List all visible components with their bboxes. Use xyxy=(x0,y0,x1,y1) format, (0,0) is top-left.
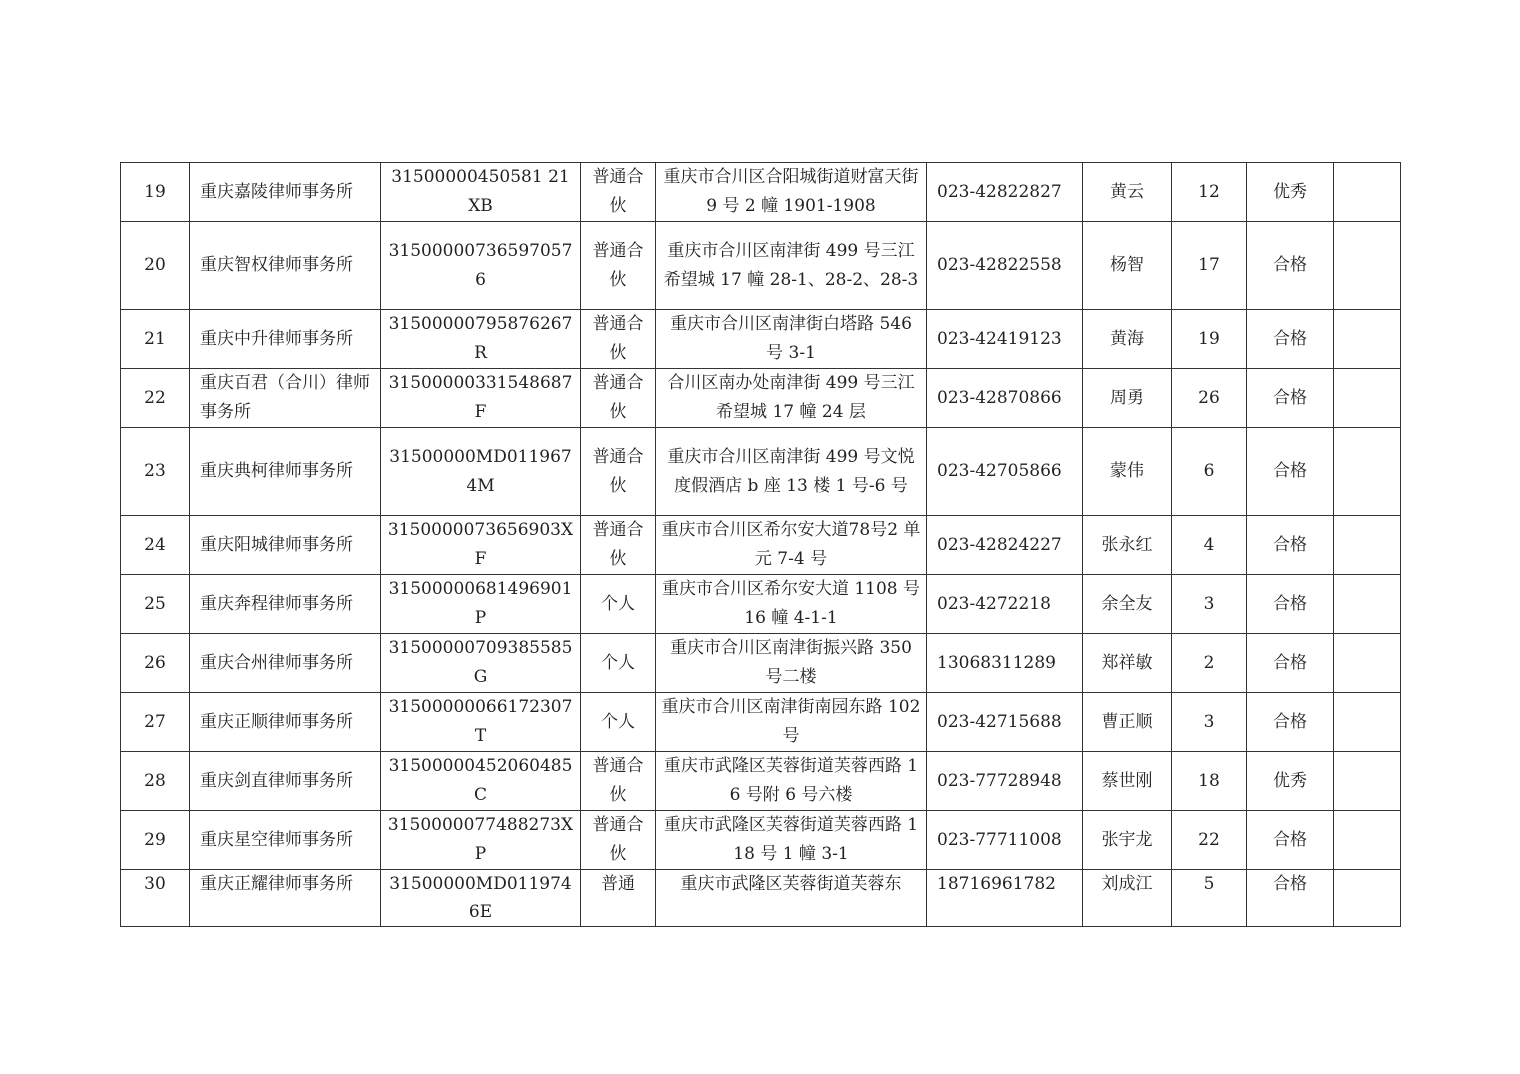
remark-cell xyxy=(1334,693,1401,752)
table-row xyxy=(121,310,1401,369)
firm-name-cell: 重庆奔程律师事务所 xyxy=(190,575,381,634)
row-number-cell: 28 xyxy=(121,752,190,811)
person-in-charge-cell: 张永红 xyxy=(1083,516,1172,575)
table-row xyxy=(121,634,1401,693)
phone-cell: 18716961782 xyxy=(927,870,1083,927)
phone-cell: 023-42419123 xyxy=(927,310,1083,369)
phone-cell: 023-42715688 xyxy=(927,693,1083,752)
organization-type-cell: 普通合伙 xyxy=(581,428,656,516)
organization-type-cell: 普通合伙 xyxy=(581,369,656,428)
assessment-rating-cell: 优秀 xyxy=(1247,163,1334,222)
phone-cell: 023-42824227 xyxy=(927,516,1083,575)
person-in-charge-cell: 蒙伟 xyxy=(1083,428,1172,516)
phone-cell: 023-77728948 xyxy=(927,752,1083,811)
assessment-rating-cell: 合格 xyxy=(1247,575,1334,634)
assessment-rating-cell: 合格 xyxy=(1247,310,1334,369)
row-number-cell: 23 xyxy=(121,428,190,516)
address-cell: 重庆市合川区南津街振兴路 350 号二楼 xyxy=(656,634,927,693)
firm-name-cell: 重庆正顺律师事务所 xyxy=(190,693,381,752)
table-row xyxy=(121,575,1401,634)
phone-cell: 023-77711008 xyxy=(927,811,1083,870)
firm-name-cell: 重庆阳城律师事务所 xyxy=(190,516,381,575)
lawyer-count-cell: 2 xyxy=(1172,634,1247,693)
credit-code-cell: 31500000452060485C xyxy=(381,752,581,811)
firm-name-cell: 重庆合州律师事务所 xyxy=(190,634,381,693)
table-row xyxy=(121,222,1401,310)
phone-cell: 023-42822827 xyxy=(927,163,1083,222)
person-in-charge-cell: 黄海 xyxy=(1083,310,1172,369)
remark-cell xyxy=(1334,369,1401,428)
remark-cell xyxy=(1334,516,1401,575)
remark-cell xyxy=(1334,811,1401,870)
credit-code-cell: 31500000331548687F xyxy=(381,369,581,428)
lawyer-count-cell: 19 xyxy=(1172,310,1247,369)
firm-name-cell: 重庆剑直律师事务所 xyxy=(190,752,381,811)
lawyer-count-cell: 18 xyxy=(1172,752,1247,811)
address-cell: 重庆市合川区希尔安大道 1108 号 16 幢 4-1-1 xyxy=(656,575,927,634)
firm-name-cell: 重庆嘉陵律师事务所 xyxy=(190,163,381,222)
assessment-rating-cell: 合格 xyxy=(1247,693,1334,752)
table-row xyxy=(121,516,1401,575)
remark-cell xyxy=(1334,752,1401,811)
table-row xyxy=(121,163,1401,222)
row-number-cell: 30 xyxy=(121,870,190,927)
credit-code-cell: 3150000073656903XF xyxy=(381,516,581,575)
law-firm-table xyxy=(120,162,1401,927)
credit-code-cell: 31500000MD0119674M xyxy=(381,428,581,516)
address-cell: 重庆市合川区南津街 499 号三江希望城 17 幢 28-1、28-2、28-3 xyxy=(656,222,927,310)
row-number-cell: 27 xyxy=(121,693,190,752)
phone-cell: 023-4272218 xyxy=(927,575,1083,634)
table-row xyxy=(121,428,1401,516)
address-cell: 重庆市合川区南津街 499 号文悦度假酒店 b 座 13 楼 1 号-6 号 xyxy=(656,428,927,516)
row-number-cell: 22 xyxy=(121,369,190,428)
phone-cell: 023-42870866 xyxy=(927,369,1083,428)
remark-cell xyxy=(1334,575,1401,634)
row-number-cell: 20 xyxy=(121,222,190,310)
credit-code-cell: 31500000450581 21XB xyxy=(381,163,581,222)
address-cell: 重庆市合川区南津街白塔路 546 号 3-1 xyxy=(656,310,927,369)
address-cell: 重庆市合川区希尔安大道78号2 单元 7-4 号 xyxy=(656,516,927,575)
lawyer-count-cell: 3 xyxy=(1172,575,1247,634)
assessment-rating-cell: 合格 xyxy=(1247,222,1334,310)
lawyer-count-cell: 12 xyxy=(1172,163,1247,222)
assessment-rating-cell: 优秀 xyxy=(1247,752,1334,811)
person-in-charge-cell: 杨智 xyxy=(1083,222,1172,310)
organization-type-cell: 普通合伙 xyxy=(581,752,656,811)
firm-name-cell: 重庆百君（合川）律师事务所 xyxy=(190,369,381,428)
row-number-cell: 24 xyxy=(121,516,190,575)
lawyer-count-cell: 5 xyxy=(1172,870,1247,927)
organization-type-cell: 普通合伙 xyxy=(581,163,656,222)
assessment-rating-cell: 合格 xyxy=(1247,516,1334,575)
lawyer-count-cell: 4 xyxy=(1172,516,1247,575)
firm-name-cell: 重庆智权律师事务所 xyxy=(190,222,381,310)
person-in-charge-cell: 蔡世刚 xyxy=(1083,752,1172,811)
lawyer-count-cell: 17 xyxy=(1172,222,1247,310)
credit-code-cell: 31500000709385585G xyxy=(381,634,581,693)
person-in-charge-cell: 刘成江 xyxy=(1083,870,1172,927)
organization-type-cell: 普通合伙 xyxy=(581,811,656,870)
organization-type-cell: 普通 xyxy=(581,870,656,927)
credit-code-cell: 31500000795876267R xyxy=(381,310,581,369)
assessment-rating-cell: 合格 xyxy=(1247,428,1334,516)
address-cell: 重庆市合川区合阳城街道财富天街 9 号 2 幢 1901-1908 xyxy=(656,163,927,222)
phone-cell: 023-42822558 xyxy=(927,222,1083,310)
phone-cell: 13068311289 xyxy=(927,634,1083,693)
credit-code-cell: 3150000077488273XP xyxy=(381,811,581,870)
assessment-rating-cell: 合格 xyxy=(1247,369,1334,428)
table-row xyxy=(121,752,1401,811)
organization-type-cell: 普通合伙 xyxy=(581,310,656,369)
lawyer-count-cell: 26 xyxy=(1172,369,1247,428)
row-number-cell: 21 xyxy=(121,310,190,369)
table-row xyxy=(121,870,1401,927)
row-number-cell: 19 xyxy=(121,163,190,222)
person-in-charge-cell: 郑祥敏 xyxy=(1083,634,1172,693)
phone-cell: 023-42705866 xyxy=(927,428,1083,516)
firm-name-cell: 重庆典柯律师事务所 xyxy=(190,428,381,516)
organization-type-cell: 普通合伙 xyxy=(581,222,656,310)
remark-cell xyxy=(1334,310,1401,369)
row-number-cell: 25 xyxy=(121,575,190,634)
assessment-rating-cell: 合格 xyxy=(1247,870,1334,927)
firm-name-cell: 重庆星空律师事务所 xyxy=(190,811,381,870)
organization-type-cell: 个人 xyxy=(581,634,656,693)
assessment-rating-cell: 合格 xyxy=(1247,634,1334,693)
address-cell: 重庆市武隆区芙蓉街道芙蓉西路 16 号附 6 号六楼 xyxy=(656,752,927,811)
table-row xyxy=(121,369,1401,428)
firm-name-cell: 重庆正耀律师事务所 xyxy=(190,870,381,927)
person-in-charge-cell: 周勇 xyxy=(1083,369,1172,428)
credit-code-cell: 31500000066172307T xyxy=(381,693,581,752)
row-number-cell: 29 xyxy=(121,811,190,870)
row-number-cell: 26 xyxy=(121,634,190,693)
person-in-charge-cell: 余全友 xyxy=(1083,575,1172,634)
remark-cell xyxy=(1334,163,1401,222)
remark-cell xyxy=(1334,428,1401,516)
address-cell: 重庆市武隆区芙蓉街道芙蓉东 xyxy=(656,870,927,927)
address-cell: 合川区南办处南津街 499 号三江希望城 17 幢 24 层 xyxy=(656,369,927,428)
lawyer-count-cell: 6 xyxy=(1172,428,1247,516)
address-cell: 重庆市合川区南津街南园东路 102 号 xyxy=(656,693,927,752)
credit-code-cell: 315000007365970576 xyxy=(381,222,581,310)
credit-code-cell: 31500000MD0119746E xyxy=(381,870,581,927)
organization-type-cell: 个人 xyxy=(581,693,656,752)
remark-cell xyxy=(1334,634,1401,693)
remark-cell xyxy=(1334,222,1401,310)
assessment-rating-cell: 合格 xyxy=(1247,811,1334,870)
lawyer-count-cell: 22 xyxy=(1172,811,1247,870)
credit-code-cell: 31500000681496901P xyxy=(381,575,581,634)
person-in-charge-cell: 黄云 xyxy=(1083,163,1172,222)
organization-type-cell: 个人 xyxy=(581,575,656,634)
lawyer-count-cell: 3 xyxy=(1172,693,1247,752)
address-cell: 重庆市武隆区芙蓉街道芙蓉西路 118 号 1 幢 3-1 xyxy=(656,811,927,870)
table-row xyxy=(121,811,1401,870)
firm-name-cell: 重庆中升律师事务所 xyxy=(190,310,381,369)
table-body xyxy=(121,163,1401,927)
remark-cell xyxy=(1334,870,1401,927)
table-row xyxy=(121,693,1401,752)
person-in-charge-cell: 张宇龙 xyxy=(1083,811,1172,870)
organization-type-cell: 普通合伙 xyxy=(581,516,656,575)
person-in-charge-cell: 曹正顺 xyxy=(1083,693,1172,752)
